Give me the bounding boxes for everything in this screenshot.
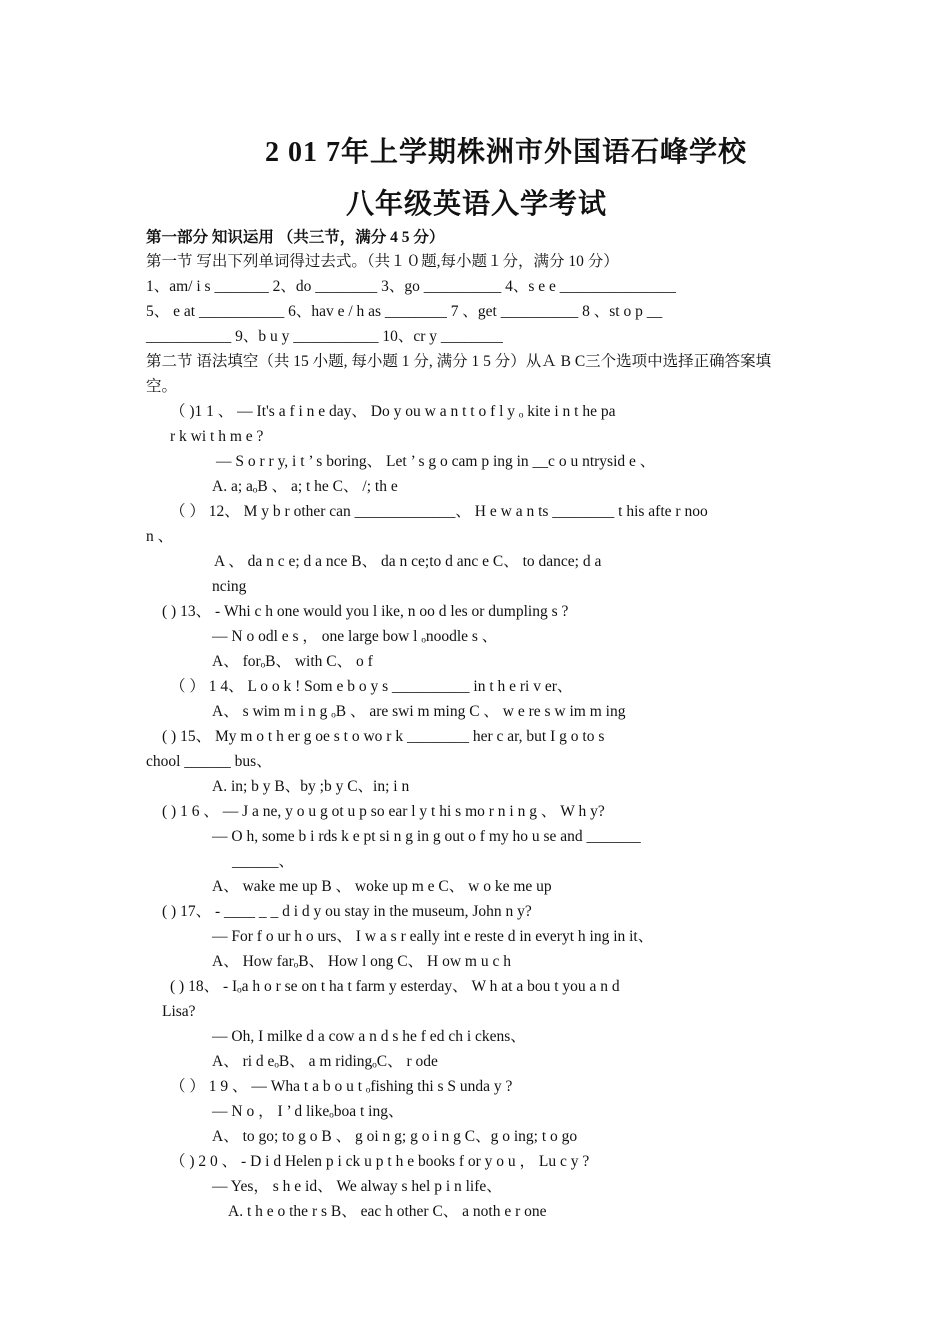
q14-line1: （ ） 1 4、 L o o k ! Som e b o y s __________ in t h e ri v er、 (170, 678, 573, 695)
q20-line1: （ ) 2 0 、 - D i d Helen p i ck u p t h e books f or y o u ， Lu c y ? (170, 1153, 590, 1170)
q12-line1: （ ） 12、 M y b r other can _____________、 H e w a n ts ________ t his afte r noo (170, 503, 708, 520)
q18-line3: — Oh, I milke d a cow a n d s he f ed ch i ckens、 (212, 1028, 526, 1045)
q15-line2: chool ______ bus、 (146, 753, 272, 770)
q19-options: A、 to go; to g o B 、 g oi n g; g o i n g C、g o ing; t o go (212, 1128, 578, 1145)
q11-line3: — S o r r y, i t ’ s boring、 Let ’ s g o cam p ing in __c o u ntrysid e 、 (216, 453, 656, 470)
q18-line1: ( ) 18、 - Iₒa h o r se on t ha t farm y esterday、 W h at a bou t you a n d (170, 978, 620, 995)
q17-line2: — For f o ur h o urs、 I w a s r eally int e reste d in everyt h ing in it、 (212, 928, 654, 945)
section1-row1: 1、am/ i s _______ 2、do ________ 3、go __________ 4、s e e _______________ (146, 278, 676, 295)
section1-heading: 第一节 写出下列单词得过去式。（共１０题,每小题１分，满分 10 分） (146, 253, 619, 270)
q11-options: A. a; aₒB 、 a; t he C、 /; th e (212, 478, 398, 495)
exam-title-grade: 八年级英语入学考试 (346, 189, 608, 220)
q16-line3: ______、 (232, 853, 295, 870)
q15-options: A. in; b y B、by ;b y C、in; i n (212, 778, 410, 795)
q19-line1: （ ） 1 9 、 — Wha t a b o u t ₒfishing thi s S unda y ? (170, 1078, 513, 1095)
q11-line1: （ )1 1 、 — It's a f i n e day、 Do y ou w a n t t o f l y ₒ kite i n t he pa (170, 403, 616, 420)
q18-options: A、 ri d eₒB、 a m ridingₒC、 r ode (212, 1053, 438, 1070)
q12-line2: n 、 (146, 528, 174, 545)
q15-line1: ( ) 15、 My m o t h er g oe s t o wo r k ________ her c ar, but I g o to s (162, 728, 605, 745)
part1-heading: 第一部分 知识运用 （共三节，满分 4 5 分） (146, 229, 445, 246)
q16-line2: — O h, some b i rds k e pt si n g in g out o f my ho u se and _______ (212, 828, 641, 845)
q12-options: A 、 da n c e; d a nce B、 da n ce;to d anc e C、 to dance; d a (214, 553, 602, 570)
section1-row3: ___________ 9、b u y ___________ 10、cr y ________ (146, 328, 503, 345)
q16-line1: ( ) 1 6 、 — J a ne, y o u g ot u p so ear l y t hi s mo r n i n g 、 W h y? (162, 803, 605, 820)
q19-line2: — N o ， I ’ d likeₒboa t ing、 (212, 1103, 404, 1120)
q18-line2: Lisa? (162, 1003, 196, 1020)
q13-line2: — N o odl e s ， one large bow l ₒnoodle s 、 (212, 628, 498, 645)
q13-options: A、 forₒB、 with C、 o f (212, 653, 373, 670)
q16-options: A、 wake me up B 、 woke up m e C、 w o ke me up (212, 878, 552, 895)
q12-options-cont: ncing (212, 578, 247, 595)
q13-line1: ( ) 13、 - Whi c h one would you l ike, n oo d les or dumpling s ? (162, 603, 569, 620)
q17-options: A、 How farₒB、 How l ong C、 H ow m u c h (212, 953, 511, 970)
section1-row2: 5、 e at ___________ 6、hav e / h as ________ 7 、get __________ 8 、st o p __ (146, 303, 663, 320)
section2-heading-cont: 空。 (146, 378, 178, 395)
exam-title-school: 2 01 7年上学期株洲市外国语石峰学校 (265, 137, 748, 168)
q14-options: A、 s wim m i n g ₒB 、 are swi m ming C 、 w e re s w im m ing (212, 703, 626, 720)
q20-line2: — Yes， s h e id、 We alway s hel p i n life、 (212, 1178, 502, 1195)
q11-line2: r k wi t h m e ? (170, 428, 264, 445)
q17-line1: ( ) 17、 - ____ _ _ d i d y ou stay in the museum, John n y? (162, 903, 532, 920)
section2-heading: 第二节 语法填空（共 15 小题, 每小题 1 分, 满分 1 5 分）从Ａ B C三个选项中选择正确答案填 (146, 353, 772, 370)
q20-options: A. t h e o the r s B、 eac h other C、 a noth e r one (228, 1203, 547, 1220)
